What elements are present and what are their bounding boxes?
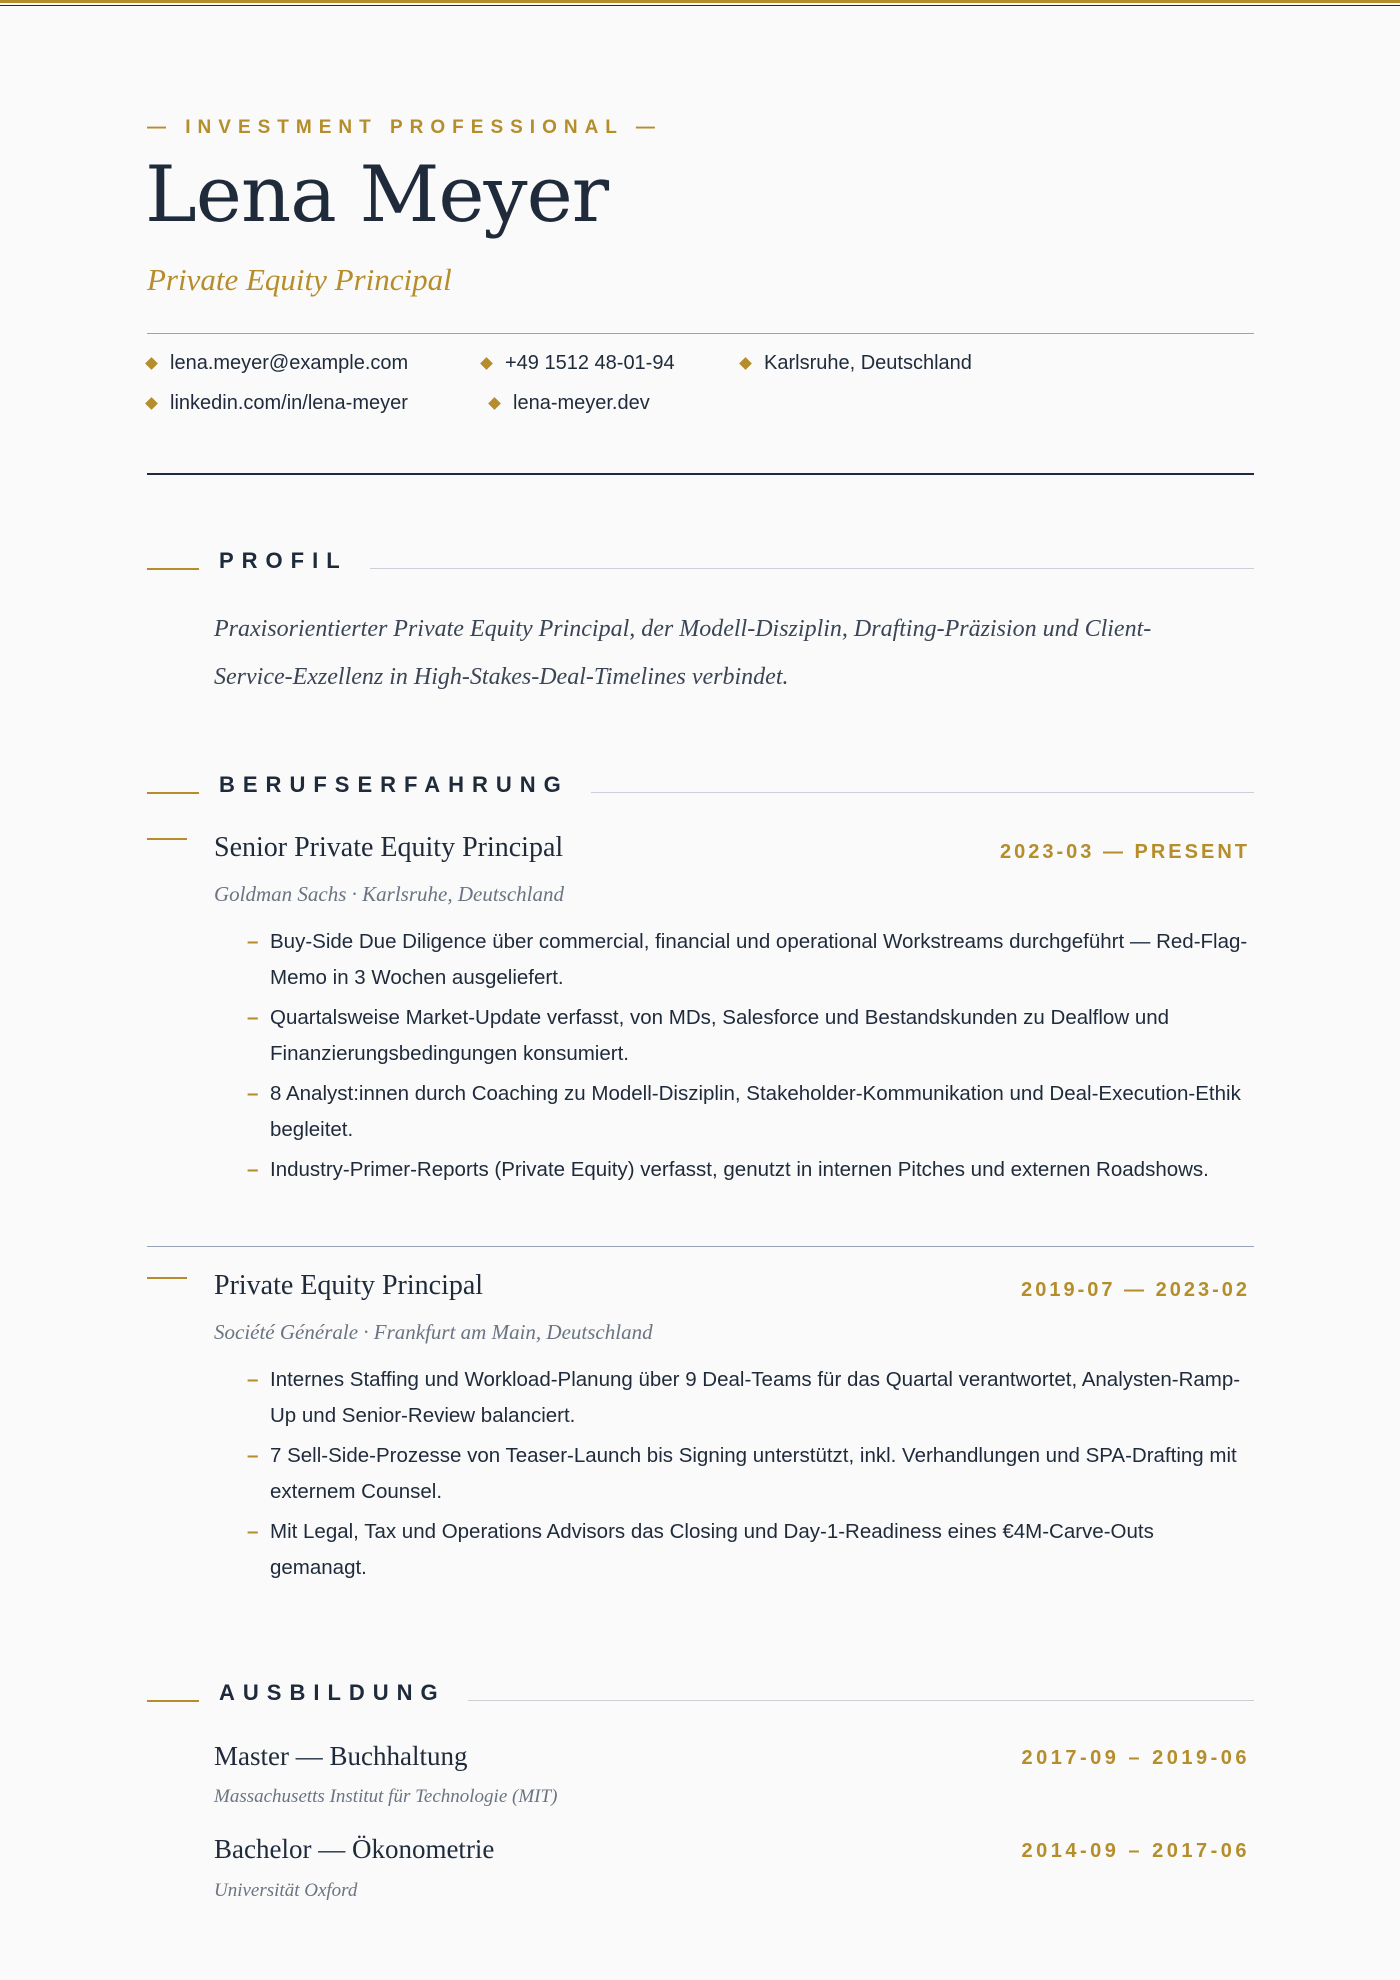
job-organization: Goldman Sachs · Karlsruhe, Deutschland (214, 882, 564, 906)
bullet-text: 7 Sell-Side-Prozesse von Teaser-Launch bis Signing unterstützt, inkl. Verhandlungen und SPA-Drafting mit externem Counsel. (270, 1444, 1237, 1503)
section-line (367, 1700, 1254, 1701)
section-title: PROFIL (219, 548, 370, 574)
section-accent (147, 568, 199, 570)
bullet-text: Mit Legal, Tax und Operations Advisors das Closing und Day-1-Readiness eines €4M-Carve-Outs gemanagt. (270, 1520, 1154, 1579)
dash-bullet-icon: – (247, 1158, 259, 1181)
job-date: 2019-07 — 2023-02 (1021, 1279, 1250, 1301)
diamond-bullet-icon (480, 357, 493, 370)
list-item (247, 1152, 1250, 1188)
bullet-text: Industry-Primer-Reports (Private Equity) verfasst, genutzt in internen Pitches und externen Roadshows. (270, 1158, 1209, 1181)
bullet-text: 8 Analyst:innen durch Coaching zu Modell-Disziplin, Stakeholder-Kommunikation und Deal-Execution-Ethik begleitet. (270, 1082, 1241, 1141)
dash-bullet-icon: – (247, 1368, 259, 1391)
bullet-text: Buy-Side Due Diligence über commercial, financial und operational Workstreams durchgeführt — Red-Flag-Memo in 3 Wochen ausgeliefert. (270, 930, 1248, 989)
top-accent-rule (0, 0, 1400, 3)
section-title: AUSBILDUNG (219, 1680, 468, 1706)
diamond-bullet-icon (488, 397, 501, 410)
contact-row-1 (147, 352, 972, 375)
top-thin-rule (0, 5, 1400, 6)
contact-email[interactable] (147, 352, 482, 375)
dash-bullet-icon: – (247, 930, 259, 953)
section-title: BERUFSERFAHRUNG (219, 772, 591, 798)
contact-email-text: lena.meyer@example.com (170, 352, 409, 374)
list-item (247, 1438, 1250, 1510)
bullet-text: Internes Staffing und Workload-Planung über 9 Deal-Teams für das Quartal verantwortet, Analysten-Ramp-Up und Senior-Review balanciert. (270, 1368, 1241, 1427)
list-item (247, 1514, 1250, 1586)
job-title: Private Equity Principal (214, 1270, 484, 1301)
education-degree: Master — Buchhaltung (214, 1741, 468, 1771)
contact-row-2 (147, 392, 650, 415)
contact-linkedin-text: linkedin.com/in/lena-meyer (170, 392, 408, 414)
job-accent (147, 1277, 187, 1279)
section-accent (147, 792, 199, 794)
job-title: Senior Private Equity Principal (214, 832, 564, 863)
education-school: Massachusetts Institut für Technologie (MIT) (214, 1786, 558, 1807)
contact-website[interactable] (490, 392, 650, 415)
section-header-experience (147, 772, 1254, 802)
contact-phone[interactable] (482, 352, 741, 375)
candidate-name: Lena Meyer (145, 150, 609, 240)
dash-bullet-icon: – (247, 1520, 259, 1543)
dash-bullet-icon: – (247, 1444, 259, 1467)
diamond-bullet-icon (145, 357, 158, 370)
contact-location (741, 352, 972, 375)
profile-summary: Praxisorientierter Private Equity Principal, der Modell-Disziplin, Drafting-Präzision und Client-Service-Exzellenz in High-Stakes-Deal-Timelines verbindet. (214, 616, 1152, 690)
dash-bullet-icon: – (247, 1082, 259, 1105)
job-organization: Société Générale · Frankfurt am Main, Deutschland (214, 1320, 653, 1344)
list-item (247, 1076, 1250, 1148)
education-school: Universität Oxford (214, 1880, 358, 1901)
experience-divider (147, 1246, 1254, 1247)
header-divider (147, 333, 1254, 334)
contact-location-text: Karlsruhe, Deutschland (764, 352, 972, 374)
section-accent (147, 1700, 199, 1702)
education-date: 2017-09 – 2019-06 (1021, 1747, 1250, 1769)
diamond-bullet-icon (145, 397, 158, 410)
contact-divider (147, 473, 1254, 475)
bullet-text: Quartalsweise Market-Update verfasst, von MDs, Salesforce und Bestandskunden zu Dealflow und Finanzierungsbedingungen konsumiert. (270, 1006, 1170, 1065)
diamond-bullet-icon (739, 357, 752, 370)
job-date: 2023-03 — PRESENT (1000, 841, 1250, 863)
contact-linkedin[interactable] (147, 392, 490, 415)
candidate-title: Private Equity Principal (147, 262, 452, 297)
section-line (367, 568, 1254, 569)
job-accent (147, 838, 187, 840)
list-item (247, 924, 1250, 996)
education-date: 2014-09 – 2017-06 (1021, 1840, 1250, 1862)
contact-website-text: lena-meyer.dev (513, 392, 650, 414)
header-eyebrow: — INVESTMENT PROFESSIONAL — (147, 117, 662, 138)
education-degree: Bachelor — Ökonometrie (214, 1834, 495, 1864)
contact-phone-text: +49 1512 48-01-94 (505, 352, 675, 374)
list-item (247, 1000, 1250, 1072)
section-header-education (147, 1680, 1254, 1710)
dash-bullet-icon: – (247, 1006, 259, 1029)
list-item (247, 1362, 1250, 1434)
section-header-profile (147, 548, 1254, 578)
